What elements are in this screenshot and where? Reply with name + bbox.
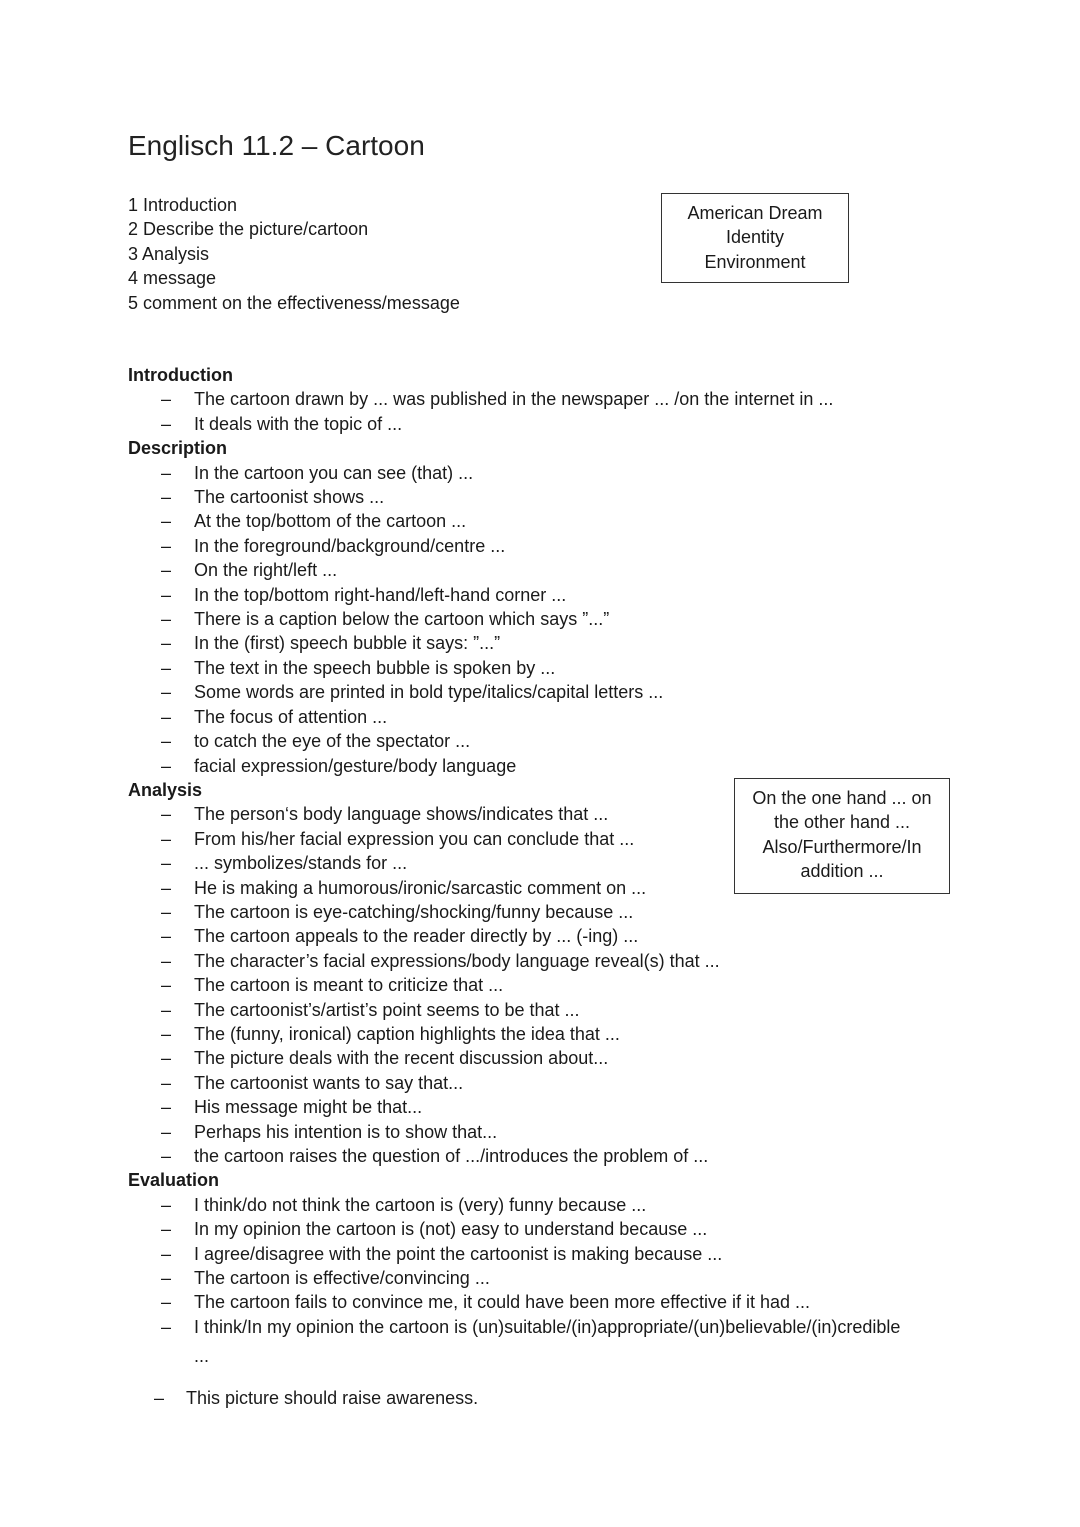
- ellipsis-continuation: ...: [194, 1346, 210, 1367]
- phrase-text: In the foreground/background/centre ...: [194, 535, 506, 556]
- phrase-text: facial expression/gesture/body language: [194, 755, 517, 776]
- dash-bullet: –: [161, 1097, 172, 1118]
- dash-bullet: –: [161, 926, 172, 947]
- phrase-item: [128, 631, 900, 655]
- phrase-text: I agree/disagree with the point the cartoonist is making because ...: [194, 1243, 723, 1264]
- dash-bullet: –: [161, 804, 172, 825]
- phrase-item: [128, 412, 900, 436]
- dash-bullet: –: [161, 975, 172, 996]
- dash-bullet: –: [161, 584, 172, 605]
- dash-bullet: –: [161, 755, 172, 776]
- section-heading: Introduction: [128, 365, 233, 385]
- phrase-text: The cartoon drawn by ... was published in the newspaper ... /on the internet in ...: [194, 389, 834, 410]
- phrase-list: [128, 1193, 900, 1339]
- phrase-text: The cartoonist wants to say that...: [194, 1072, 464, 1093]
- phrase-text: ... symbolizes/stands for ...: [194, 853, 408, 874]
- phrase-item: [128, 558, 900, 582]
- topics-box: [661, 193, 849, 283]
- phrase-text: The cartoon fails to convince me, it could have been more effective if it had ...: [194, 1292, 810, 1313]
- section-introduction: [128, 363, 900, 436]
- dash-bullet: –: [161, 487, 172, 508]
- phrase-item: [128, 1095, 900, 1119]
- phrase-list: [128, 461, 900, 778]
- phrase-text: The cartoonist shows ...: [194, 487, 385, 508]
- dash-bullet: –: [161, 1292, 172, 1313]
- phrase-item: [128, 1046, 900, 1070]
- dash-bullet: –: [161, 877, 172, 898]
- phrase-item: [128, 1217, 900, 1241]
- dash-bullet: –: [161, 853, 172, 874]
- outline-item: 2 Describe the picture/cartoon: [128, 219, 369, 240]
- phrase-item: [128, 949, 900, 973]
- phrase-text: In the cartoon you can see (that) ...: [194, 462, 474, 483]
- page-title: Englisch 11.2 – Cartoon: [128, 130, 425, 161]
- phrase-text: The focus of attention ...: [194, 706, 388, 727]
- phrase-item: [128, 1315, 900, 1339]
- connector-line: addition ...: [800, 861, 884, 882]
- phrase-list: [128, 387, 900, 436]
- phrase-text: He is making a humorous/ironic/sarcastic comment on ...: [194, 877, 647, 898]
- phrase-text: His message might be that...: [194, 1097, 423, 1118]
- dash-bullet: –: [161, 1219, 172, 1240]
- dash-bullet: –: [161, 999, 172, 1020]
- outline-item: 3 Analysis: [128, 243, 210, 264]
- phrase-text: The person‘s body language shows/indicates that ...: [194, 804, 609, 825]
- phrase-item: [128, 998, 900, 1022]
- dash-bullet: –: [161, 1048, 172, 1069]
- dash-bullet: –: [161, 462, 172, 483]
- phrase-item: [128, 705, 900, 729]
- section-heading: Description: [128, 438, 228, 459]
- dash-bullet: –: [161, 560, 172, 581]
- dash-bullet: –: [161, 1121, 172, 1142]
- phrase-text: At the top/bottom of the cartoon ...: [194, 511, 467, 532]
- dash-bullet: –: [161, 1023, 172, 1044]
- phrase-item: [128, 924, 900, 948]
- phrase-text: From his/her facial expression you can conclude that ...: [194, 828, 635, 849]
- phrase-item: [128, 1071, 900, 1095]
- phrase-text: The cartoon is meant to criticize that ...: [194, 975, 504, 996]
- phrase-text: In the top/bottom right-hand/left-hand corner ...: [194, 584, 567, 605]
- outline-item: 5 comment on the effectiveness/message: [128, 292, 460, 313]
- phrase-item: [128, 1022, 900, 1046]
- dash-bullet: –: [161, 535, 172, 556]
- dash-bullet: –: [161, 511, 172, 532]
- dash-bullet: –: [161, 389, 172, 410]
- dash-bullet: –: [154, 1388, 165, 1408]
- topic-item: Identity: [725, 227, 785, 248]
- connectors-box: [734, 778, 950, 894]
- phrase-item: [128, 1266, 900, 1290]
- dash-bullet: –: [161, 1268, 172, 1289]
- phrase-text: It deals with the topic of ...: [194, 413, 403, 434]
- phrase-text: to catch the eye of the spectator ...: [194, 731, 471, 752]
- phrase-text: On the right/left ...: [194, 560, 338, 581]
- phrase-item: [128, 1290, 900, 1314]
- phrase-item: [128, 900, 900, 924]
- dash-bullet: –: [161, 1146, 172, 1166]
- phrase-item: [128, 607, 900, 631]
- phrase-item: [128, 509, 900, 533]
- phrase-text: The text in the speech bubble is spoken by ...: [194, 657, 556, 678]
- phrase-text: The cartoonist’s/artist’s point seems to be that ...: [194, 999, 580, 1020]
- phrase-item: [128, 583, 900, 607]
- phrase-text: The cartoon appeals to the reader directly by ... (-ing) ...: [194, 926, 639, 947]
- outline-list: [128, 193, 460, 315]
- topic-item: Environment: [704, 251, 806, 272]
- phrase-text: the cartoon raises the question of .../introduces the problem of ...: [194, 1146, 709, 1166]
- dash-bullet: –: [161, 950, 172, 971]
- dash-bullet: –: [161, 706, 172, 727]
- phrase-item: [128, 485, 900, 509]
- outline-item: 1 Introduction: [128, 195, 238, 215]
- phrase-item: [128, 1242, 900, 1266]
- final-remark: [128, 1386, 478, 1410]
- connector-line: On the one hand ... on: [752, 788, 932, 808]
- phrase-item: [128, 461, 900, 485]
- dash-bullet: –: [161, 828, 172, 849]
- dash-bullet: –: [161, 901, 172, 922]
- phrase-item: [128, 754, 900, 778]
- phrase-text: Some words are printed in bold type/italics/capital letters ...: [194, 682, 664, 703]
- outline-item: 4 message: [128, 268, 217, 289]
- phrase-text: Perhaps his intention is to show that...: [194, 1121, 498, 1142]
- phrase-text: I think/In my opinion the cartoon is (un)suitable/(in)appropriate/(un)believable/(in)credible: [194, 1316, 901, 1337]
- phrase-item: [128, 656, 900, 680]
- phrase-item: [128, 534, 900, 558]
- final-remark-text: This picture should raise awareness.: [186, 1388, 479, 1408]
- section-heading: Evaluation: [128, 1170, 220, 1191]
- connector-line: the other hand ...: [773, 812, 911, 833]
- dash-bullet: –: [161, 731, 172, 752]
- dash-bullet: –: [161, 1072, 172, 1093]
- phrase-text: The (funny, ironical) caption highlights the idea that ...: [194, 1023, 620, 1044]
- phrase-item: [128, 729, 900, 753]
- phrase-text: In my opinion the cartoon is (not) easy to understand because ...: [194, 1219, 708, 1240]
- phrase-item: [128, 973, 900, 997]
- dash-bullet: –: [161, 682, 172, 703]
- section-description: [128, 436, 900, 778]
- phrase-item: [128, 680, 900, 704]
- section-evaluation: [128, 1168, 900, 1367]
- phrase-text: There is a caption below the cartoon which says ”...”: [194, 609, 610, 630]
- phrase-item: [128, 1193, 900, 1217]
- phrase-text: I think/do not think the cartoon is (very) funny because ...: [194, 1194, 647, 1215]
- dash-bullet: –: [161, 657, 172, 678]
- dash-bullet: –: [161, 1316, 172, 1337]
- phrase-item: [128, 1120, 900, 1144]
- dash-bullet: –: [161, 609, 172, 630]
- phrase-text: The picture deals with the recent discussion about...: [194, 1048, 609, 1069]
- dash-bullet: –: [161, 1243, 172, 1264]
- connector-line: Also/Furthermore/In: [762, 836, 922, 857]
- phrase-text: The character’s facial expressions/body language reveal(s) that ...: [194, 950, 720, 971]
- phrase-text: The cartoon is effective/convincing ...: [194, 1268, 490, 1289]
- section-heading: Analysis: [128, 779, 203, 800]
- phrase-item: [128, 387, 900, 411]
- phrase-text: The cartoon is eye-catching/shocking/funny because ...: [194, 901, 634, 922]
- dash-bullet: –: [161, 633, 172, 654]
- dash-bullet: –: [161, 413, 172, 434]
- phrase-text: In the (first) speech bubble it says: ”...”: [194, 633, 501, 654]
- phrase-item: [128, 1144, 900, 1168]
- dash-bullet: –: [161, 1194, 172, 1215]
- topic-item: American Dream: [687, 203, 823, 223]
